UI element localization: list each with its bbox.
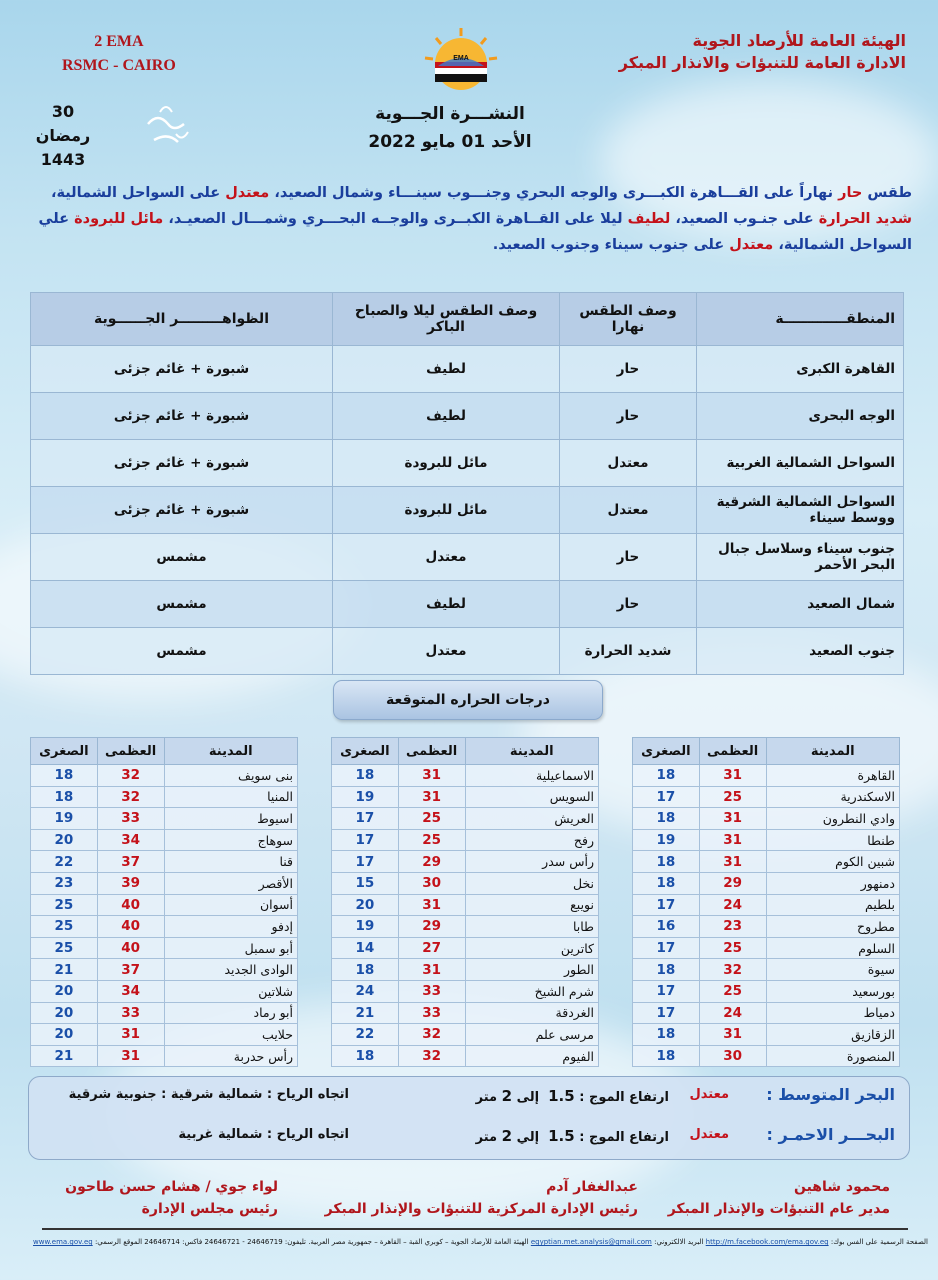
city-name: مطروح — [766, 916, 900, 938]
max-temperature: 25 — [398, 808, 465, 830]
night-weather-cell: لطيف — [333, 346, 560, 393]
temperature-row — [332, 959, 599, 981]
min-temperature: 21 — [332, 1002, 399, 1024]
sea-name: البحـــر الاحمـر : — [766, 1125, 895, 1144]
city-name: القاهرة — [766, 765, 900, 787]
summary-text: نهاراً على القـــاهرة الكبـــرى والوجه البحري وجنـــوب سينـــاء وشمال الصعيد، — [269, 185, 839, 201]
min-temperature: 17 — [332, 808, 399, 830]
org-header — [619, 30, 906, 74]
temperature-table-header — [31, 738, 298, 765]
min-temperature: 20 — [332, 894, 399, 916]
min-temperature: 18 — [633, 765, 700, 787]
sea-state: معتدل — [689, 1087, 729, 1102]
temperatures-title: درجات الحراره المتوقعة — [333, 680, 603, 720]
city-name: شلاتين — [164, 980, 298, 1002]
bulletin-date: الأحد 01 مايو 2022 — [368, 132, 532, 152]
ema-code: 2 EMA — [94, 33, 144, 50]
city-name: الفيوم — [465, 1045, 599, 1067]
temperature-row — [332, 937, 599, 959]
city-name: بنى سويف — [164, 765, 298, 787]
temperature-row — [31, 916, 298, 938]
min-temperature: 18 — [332, 959, 399, 981]
weather-row — [31, 487, 904, 534]
signature-block — [668, 1176, 890, 1220]
night-weather-cell: معتدل — [333, 628, 560, 675]
weather-row — [31, 534, 904, 581]
header-city: المدينة — [766, 738, 900, 765]
min-temperature: 18 — [31, 765, 98, 787]
summary-text: طقس — [862, 185, 912, 201]
city-name: قنا — [164, 851, 298, 873]
max-temperature: 31 — [699, 851, 766, 873]
min-temperature: 14 — [332, 937, 399, 959]
city-name: المنصورة — [766, 1045, 900, 1067]
temperature-row — [31, 937, 298, 959]
temperature-row — [332, 851, 599, 873]
temperature-table — [30, 737, 298, 1067]
city-name: العريش — [465, 808, 599, 830]
temperature-row — [332, 786, 599, 808]
phenomena-cell: شبورة + غائم جزئى — [31, 346, 333, 393]
night-weather-cell: مائل للبرودة — [333, 487, 560, 534]
temperature-row — [633, 959, 900, 981]
temperature-row — [31, 1045, 298, 1067]
city-name: اسيوط — [164, 808, 298, 830]
city-name: السويس — [465, 786, 599, 808]
max-temperature: 25 — [699, 786, 766, 808]
header-max: العظمى — [97, 738, 164, 765]
rsmc-header — [62, 30, 176, 78]
temperature-row — [31, 765, 298, 787]
max-temperature: 37 — [97, 851, 164, 873]
max-temperature: 25 — [699, 980, 766, 1002]
email-link[interactable]: egyptian.met.analysis@gmail.com — [530, 1238, 652, 1246]
summary-highlight: مائل للبرودة — [74, 211, 164, 227]
city-name: طنطا — [766, 829, 900, 851]
min-temperature: 20 — [31, 980, 98, 1002]
min-temperature: 15 — [332, 872, 399, 894]
min-temperature: 19 — [31, 808, 98, 830]
max-temperature: 25 — [398, 829, 465, 851]
wind-direction: اتجاه الرياح : شمالية غربية — [178, 1127, 349, 1142]
max-temperature: 29 — [398, 851, 465, 873]
min-temperature: 17 — [332, 829, 399, 851]
min-temperature: 19 — [332, 916, 399, 938]
min-temperature: 17 — [633, 980, 700, 1002]
max-temperature: 30 — [398, 872, 465, 894]
day-weather-cell: معتدل — [560, 440, 697, 487]
min-temperature: 21 — [31, 1045, 98, 1067]
weather-row — [31, 581, 904, 628]
header-min: الصغرى — [633, 738, 700, 765]
website-link[interactable]: www.ema.gov.eg — [33, 1238, 93, 1246]
temperature-row — [31, 1024, 298, 1046]
city-name: رأس حدربة — [164, 1045, 298, 1067]
city-name: الاسماعيلية — [465, 765, 599, 787]
min-temperature: 25 — [31, 937, 98, 959]
region-cell: السواحل الشمالية الغربية — [697, 440, 904, 487]
night-weather-cell: لطيف — [333, 581, 560, 628]
max-temperature: 34 — [97, 829, 164, 851]
temperature-row — [332, 872, 599, 894]
city-name: كاترين — [465, 937, 599, 959]
city-name: أبو سمبل — [164, 937, 298, 959]
temperature-row — [332, 916, 599, 938]
sea-state-panel — [28, 1076, 910, 1160]
temperature-row — [633, 916, 900, 938]
header-city: المدينة — [164, 738, 298, 765]
org-name: الهيئة العامة للأرصاد الجوية — [692, 31, 906, 50]
region-cell: السواحل الشمالية الشرقية ووسط سيناء — [697, 487, 904, 534]
region-cell: الوجه البحرى — [697, 393, 904, 440]
max-temperature: 27 — [398, 937, 465, 959]
signatory-name: محمود شاهين — [793, 1179, 890, 1195]
max-temperature: 31 — [699, 829, 766, 851]
city-name: رأس سدر — [465, 851, 599, 873]
weather-row — [31, 628, 904, 675]
city-name: الغردقة — [465, 1002, 599, 1024]
day-weather-cell: معتدل — [560, 487, 697, 534]
hijri-year: 1443 — [40, 150, 86, 169]
city-name: الطور — [465, 959, 599, 981]
phenomena-cell: مشمس — [31, 628, 333, 675]
city-name: الوادى الجديد — [164, 959, 298, 981]
min-temperature: 18 — [332, 1045, 399, 1067]
temperature-row — [633, 894, 900, 916]
max-temperature: 33 — [398, 980, 465, 1002]
max-temperature: 31 — [398, 786, 465, 808]
summary-text: ليلا على القــاهرة الكبــرى والوجــه البحـــري وشمـــال الصعيـد، — [163, 211, 628, 227]
max-temperature: 24 — [699, 894, 766, 916]
max-temperature: 32 — [398, 1024, 465, 1046]
signatory-role: رئيس مجلس الإدارة — [141, 1201, 278, 1217]
temperature-row — [332, 1024, 599, 1046]
min-temperature: 18 — [31, 786, 98, 808]
weather-table — [30, 292, 904, 675]
phenomena-cell: مشمس — [31, 534, 333, 581]
weather-row — [31, 440, 904, 487]
city-name: سيوة — [766, 959, 900, 981]
max-temperature: 33 — [97, 1002, 164, 1024]
min-temperature: 18 — [633, 872, 700, 894]
max-temperature: 30 — [699, 1045, 766, 1067]
header-min: الصغرى — [332, 738, 399, 765]
max-temperature: 34 — [97, 980, 164, 1002]
max-temperature: 32 — [699, 959, 766, 981]
min-temperature: 18 — [633, 851, 700, 873]
min-temperature: 25 — [31, 894, 98, 916]
min-temperature: 19 — [332, 786, 399, 808]
city-name: دمنهور — [766, 872, 900, 894]
max-temperature: 40 — [97, 894, 164, 916]
signatory-role: رئيس الإدارة المركزية للتنبؤات والإنذار المبكر — [324, 1201, 638, 1217]
city-name: شبين الكوم — [766, 851, 900, 873]
max-temperature: 31 — [398, 959, 465, 981]
wave-height: ارتفاع الموج : 1.5 إلى 2 متر — [475, 1087, 669, 1105]
min-temperature: 17 — [633, 894, 700, 916]
hijri-date — [28, 100, 98, 172]
temperature-row — [31, 959, 298, 981]
max-temperature: 32 — [398, 1045, 465, 1067]
city-name: أبو رماد — [164, 1002, 298, 1024]
temperature-row — [332, 980, 599, 1002]
wave-height: ارتفاع الموج : 1.5 إلي 2 متر — [475, 1127, 669, 1145]
min-temperature: 24 — [332, 980, 399, 1002]
city-name: سوهاج — [164, 829, 298, 851]
signatory-name: عبدالغفار آدم — [546, 1179, 638, 1195]
facebook-link[interactable]: http://m.facebook.com/ema.gov.eg — [705, 1238, 829, 1246]
footer-contact: الصفحة الرسمية على الفس بوك: http://m.facebook.com/ema.gov.eg البريد الالكتروني: egyptian.met.analysis@gmail.com الهيئة العامة للأرصاد الجوية – كوبري القبة – القاهرة – جمهورية مصر العربية. تليفون: 24646719 - 24646721 فاكس: 24646714 الموقع الرسمي: www.ema.gov.eg — [33, 1238, 928, 1246]
phenomena-cell: مشمس — [31, 581, 333, 628]
min-temperature: 18 — [633, 1045, 700, 1067]
temperature-row — [633, 1045, 900, 1067]
phenomena-cell: شبورة + غائم جزئى — [31, 487, 333, 534]
temperature-row — [31, 786, 298, 808]
summary-highlight: معتدل — [729, 237, 774, 253]
min-temperature: 22 — [31, 851, 98, 873]
day-weather-cell: شديد الحرارة — [560, 628, 697, 675]
temperature-table-header — [633, 738, 900, 765]
city-name: أسوان — [164, 894, 298, 916]
ema-logo-icon — [418, 26, 504, 98]
summary-highlight: شديد الحرارة — [818, 211, 912, 227]
night-weather-cell: معتدل — [333, 534, 560, 581]
min-temperature: 17 — [633, 1002, 700, 1024]
temperature-row — [332, 829, 599, 851]
night-weather-cell: لطيف — [333, 393, 560, 440]
min-temperature: 20 — [31, 1024, 98, 1046]
summary-text: على السواحل الشمالية، — [50, 185, 226, 201]
sea-name: البحر المتوسط : — [766, 1085, 895, 1104]
max-temperature: 32 — [97, 786, 164, 808]
city-name: شرم الشيخ — [465, 980, 599, 1002]
bulletin-title-block — [350, 100, 550, 156]
region-cell: شمال الصعيد — [697, 581, 904, 628]
footer-divider — [42, 1228, 908, 1230]
max-temperature: 31 — [97, 1045, 164, 1067]
day-weather-cell: حار — [560, 393, 697, 440]
city-name: الأقصر — [164, 872, 298, 894]
min-temperature: 21 — [31, 959, 98, 981]
city-name: دمياط — [766, 1002, 900, 1024]
max-temperature: 31 — [398, 765, 465, 787]
ramadan-crescent-icon — [98, 84, 216, 176]
city-name: السلوم — [766, 937, 900, 959]
phenomena-cell: شبورة + غائم جزئى — [31, 393, 333, 440]
min-temperature: 18 — [633, 808, 700, 830]
sea-row-red-sea — [29, 1125, 909, 1165]
day-weather-cell: حار — [560, 534, 697, 581]
temperature-row — [31, 808, 298, 830]
max-temperature: 29 — [699, 872, 766, 894]
min-temperature: 18 — [633, 1024, 700, 1046]
hijri-day: 30 — [51, 102, 75, 121]
max-temperature: 40 — [97, 916, 164, 938]
city-name: حلايب — [164, 1024, 298, 1046]
city-name: المنيا — [164, 786, 298, 808]
temperature-row — [633, 872, 900, 894]
region-cell: القاهرة الكبرى — [697, 346, 904, 393]
max-temperature: 31 — [398, 894, 465, 916]
temperature-table — [632, 737, 900, 1067]
org-department: الادارة العامة للتنبؤات والانذار المبكر — [618, 53, 906, 72]
city-name: بورسعيد — [766, 980, 900, 1002]
summary-highlight: معتدل — [225, 185, 270, 201]
max-temperature: 40 — [97, 937, 164, 959]
max-temperature: 33 — [398, 1002, 465, 1024]
temperature-row — [31, 894, 298, 916]
summary-highlight: حار — [838, 185, 863, 201]
city-name: نويبع — [465, 894, 599, 916]
header-region: المنطقـــــــــــــة — [697, 293, 904, 346]
min-temperature: 17 — [633, 786, 700, 808]
min-temperature: 17 — [332, 851, 399, 873]
min-temperature: 18 — [332, 765, 399, 787]
temperature-row — [31, 980, 298, 1002]
max-temperature: 37 — [97, 959, 164, 981]
signature-block — [65, 1176, 278, 1220]
min-temperature: 20 — [31, 829, 98, 851]
bulletin-title: النشـــرة الجـــوية — [375, 104, 525, 124]
city-name: وادي النطرون — [766, 808, 900, 830]
weather-row — [31, 393, 904, 440]
summary-text: على جنوب سيناء وجنوب الصعيد. — [492, 237, 730, 253]
temperature-row — [633, 937, 900, 959]
forecast-summary — [28, 180, 912, 258]
wind-direction: اتجاه الرياح : شمالية شرقية : جنوبية شرقية — [68, 1087, 349, 1102]
signatory-name: لواء جوي / هشام حسن طاحون — [65, 1179, 278, 1195]
region-cell: جنوب الصعيد — [697, 628, 904, 675]
day-weather-cell: حار — [560, 346, 697, 393]
day-weather-cell: حار — [560, 581, 697, 628]
signatory-role: مدير عام التنبؤات والإنذار المبكر — [667, 1201, 890, 1217]
city-name: الزقازيق — [766, 1024, 900, 1046]
temperature-table — [331, 737, 599, 1067]
max-temperature: 29 — [398, 916, 465, 938]
max-temperature: 39 — [97, 872, 164, 894]
max-temperature: 25 — [699, 937, 766, 959]
city-name: الاسكندرية — [766, 786, 900, 808]
phenomena-cell: شبورة + غائم جزئى — [31, 440, 333, 487]
weather-table-header — [31, 293, 904, 346]
temperature-row — [633, 1024, 900, 1046]
min-temperature: 16 — [633, 916, 700, 938]
summary-highlight: لطيف — [627, 211, 671, 227]
logo-text: EMA — [453, 55, 469, 62]
header-phenomena: الظواهـــــــــر الجــــــوية — [31, 293, 333, 346]
header-city: المدينة — [465, 738, 599, 765]
city-name: طابا — [465, 916, 599, 938]
header-day-weather: وصف الطقس نهارا — [560, 293, 697, 346]
max-temperature: 31 — [699, 1024, 766, 1046]
temperature-row — [31, 851, 298, 873]
max-temperature: 23 — [699, 916, 766, 938]
temperature-row — [332, 765, 599, 787]
city-name: نخل — [465, 872, 599, 894]
city-name: بلطيم — [766, 894, 900, 916]
temperature-row — [633, 829, 900, 851]
min-temperature: 19 — [633, 829, 700, 851]
header-night-weather: وصف الطقس ليلا والصباح الباكر — [333, 293, 560, 346]
min-temperature: 23 — [31, 872, 98, 894]
temperature-row — [633, 765, 900, 787]
temperature-row — [633, 808, 900, 830]
rsmc-label: RSMC - CAIRO — [62, 57, 176, 74]
min-temperature: 25 — [31, 916, 98, 938]
weather-row — [31, 346, 904, 393]
max-temperature: 24 — [699, 1002, 766, 1024]
max-temperature: 31 — [699, 765, 766, 787]
temperature-row — [31, 829, 298, 851]
min-temperature: 18 — [633, 959, 700, 981]
temperature-row — [31, 1002, 298, 1024]
header-max: العظمى — [398, 738, 465, 765]
city-name: رفح — [465, 829, 599, 851]
summary-text: على جنـوب الصعيد، — [670, 211, 819, 227]
region-cell: جنوب سيناء وسلاسل جبال البحر الأحمر — [697, 534, 904, 581]
temperature-row — [332, 1045, 599, 1067]
temperature-row — [31, 872, 298, 894]
temperature-row — [332, 894, 599, 916]
temperature-row — [332, 1002, 599, 1024]
min-temperature: 20 — [31, 1002, 98, 1024]
max-temperature: 31 — [699, 808, 766, 830]
sea-row-mediterranean — [29, 1085, 909, 1125]
temperature-row — [633, 786, 900, 808]
temperature-table-header — [332, 738, 599, 765]
min-temperature: 17 — [633, 937, 700, 959]
temperature-row — [332, 808, 599, 830]
night-weather-cell: مائل للبرودة — [333, 440, 560, 487]
max-temperature: 32 — [97, 765, 164, 787]
signature-block — [325, 1176, 638, 1220]
city-name: مرسى علم — [465, 1024, 599, 1046]
summary-text: علي السواحل الشمالية، — [38, 211, 912, 253]
hijri-month: رمضان — [35, 126, 91, 145]
city-name: إدفو — [164, 916, 298, 938]
temperature-row — [633, 980, 900, 1002]
temperature-row — [633, 1002, 900, 1024]
sea-state: معتدل — [689, 1127, 729, 1142]
max-temperature: 33 — [97, 808, 164, 830]
temperature-row — [633, 851, 900, 873]
header-max: العظمى — [699, 738, 766, 765]
max-temperature: 31 — [97, 1024, 164, 1046]
min-temperature: 22 — [332, 1024, 399, 1046]
header-min: الصغرى — [31, 738, 98, 765]
